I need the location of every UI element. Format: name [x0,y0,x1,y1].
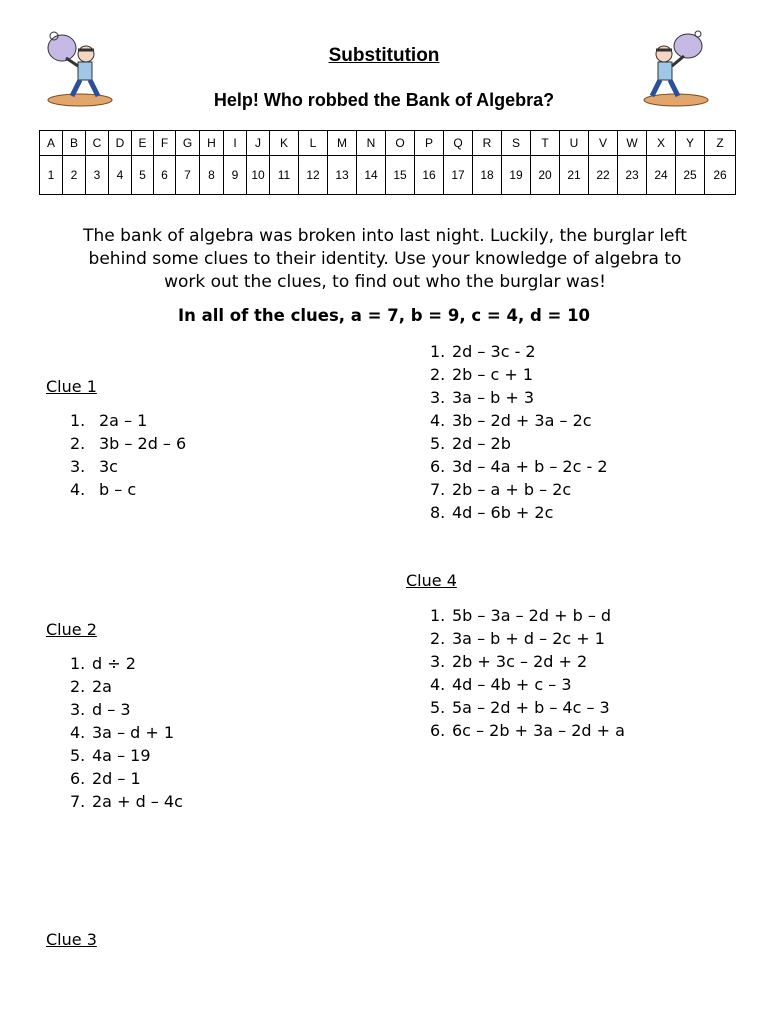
cipher-number-cell: 24 [647,156,676,195]
clue1-list [70,409,186,501]
clue-item: 6. 6c – 2b + 3a – 2d + a [430,721,625,740]
cipher-letter-cell: R [473,131,502,156]
cipher-number-cell: 15 [386,156,415,195]
cipher-letter-cell: J [247,131,270,156]
clue-item: 6. 2d – 1 [70,769,141,788]
cipher-letter-cell: W [618,131,647,156]
cipher-letter-cell: C [86,131,109,156]
clue-item: 2. 2a [70,677,112,696]
cipher-letter-cell: T [531,131,560,156]
cipher-letter-cell: E [132,131,154,156]
cipher-number-cell: 23 [618,156,647,195]
cipher-letter-cell: V [589,131,618,156]
clue-item: 1. d ÷ 2 [70,654,136,673]
clue2-heading: Clue 2 [46,620,97,639]
cipher-letter-cell: Q [444,131,473,156]
clue-item: 2. 3b – 2d – 6 [70,434,187,453]
clue-item: 7. 2b – a + b – 2c [430,480,572,499]
cipher-letter-cell: F [154,131,176,156]
clue-item: 4. b – c [70,480,137,499]
cipher-number-cell: 14 [357,156,386,195]
page-title: Substitution [328,45,440,66]
cipher-letter-cell: L [299,131,328,156]
clue-item: 1. 2d – 3c - 2 [430,342,536,361]
cipher-number-cell: 5 [132,156,154,195]
cipher-letter-cell: K [270,131,299,156]
clue-item: 4. 3b – 2d + 3a – 2c [430,411,592,430]
cipher-number-cell: 8 [200,156,224,195]
cipher-number-cell: 7 [176,156,200,195]
cipher-number-cell: 2 [63,156,86,195]
clue-item: 2. 2b – c + 1 [430,365,534,384]
cipher-number-cell: 10 [247,156,270,195]
clue1-heading: Clue 1 [46,377,97,396]
clue-item: 3. d – 3 [70,700,131,719]
cipher-letter-cell: A [40,131,63,156]
cipher-number-cell: 3 [86,156,109,195]
cipher-letter-cell: P [415,131,444,156]
clue3-heading: Clue 3 [46,930,97,949]
clue2-list [70,652,183,813]
cipher-number-cell: 19 [502,156,531,195]
clue-item: 5. 4a – 19 [70,746,151,765]
clue-item: 3. 3a – b + 3 [430,388,535,407]
clue-item: 4. 3a – d + 1 [70,723,175,742]
clue-item: 2. 3a – b + d – 2c + 1 [430,629,605,648]
cipher-number-cell: 6 [154,156,176,195]
cipher-number-cell: 21 [560,156,589,195]
clue4-list [430,604,625,742]
clue-item: 1. 2a – 1 [70,411,148,430]
cipher-number-cell: 26 [705,156,736,195]
intro-line: The bank of algebra was broken into last night. Luckily, the burglar left [83,226,687,246]
cipher-numbers-row [40,156,736,195]
letter-number-cipher-table [39,130,736,195]
page-subtitle: Help! Who robbed the Bank of Algebra? [213,90,555,110]
clue-item: 5. 5a – 2d + b – 4c – 3 [430,698,610,717]
cipher-number-cell: 4 [109,156,132,195]
variable-values: In all of the clues, a = 7, b = 9, c = 4, d = 10 [177,306,591,325]
cipher-letter-cell: O [386,131,415,156]
intro-line: behind some clues to their identity. Use your knowledge of algebra to [88,249,682,269]
cipher-letter-cell: S [502,131,531,156]
cipher-letter-cell: X [647,131,676,156]
cipher-number-cell: 17 [444,156,473,195]
clue3-list [430,340,608,524]
cipher-letter-cell: D [109,131,132,156]
clue4-heading: Clue 4 [406,571,457,590]
clue-item: 3. 3c [70,457,118,476]
cipher-number-cell: 25 [676,156,705,195]
clue-item: 4. 4d – 4b + c – 3 [430,675,572,694]
cipher-number-cell: 11 [270,156,299,195]
cipher-letter-cell: I [224,131,247,156]
intro-paragraph [55,225,715,294]
cipher-letter-cell: M [328,131,357,156]
cipher-number-cell: 13 [328,156,357,195]
cipher-letter-cell: H [200,131,224,156]
clue-item: 7. 2a + d – 4c [70,792,183,811]
clue-item: 6. 3d – 4a + b – 2c - 2 [430,457,608,476]
cipher-number-cell: 1 [40,156,63,195]
cipher-number-cell: 22 [589,156,618,195]
cipher-letter-cell: U [560,131,589,156]
clue-item: 1. 5b – 3a – 2d + b – d [430,606,612,625]
cipher-letter-cell: B [63,131,86,156]
cipher-letters-row [40,131,736,156]
clue-item: 8. 4d – 6b + 2c [430,503,554,522]
clue-item: 3. 2b + 3c – 2d + 2 [430,652,588,671]
cipher-letter-cell: Z [705,131,736,156]
clue-item: 5. 2d – 2b [430,434,511,453]
cipher-number-cell: 18 [473,156,502,195]
cipher-number-cell: 12 [299,156,328,195]
cipher-letter-cell: N [357,131,386,156]
cipher-number-cell: 20 [531,156,560,195]
cipher-number-cell: 9 [224,156,247,195]
cipher-letter-cell: G [176,131,200,156]
intro-line: work out the clues, to find out who the burglar was! [164,272,606,292]
cipher-letter-cell: Y [676,131,705,156]
cipher-number-cell: 16 [415,156,444,195]
